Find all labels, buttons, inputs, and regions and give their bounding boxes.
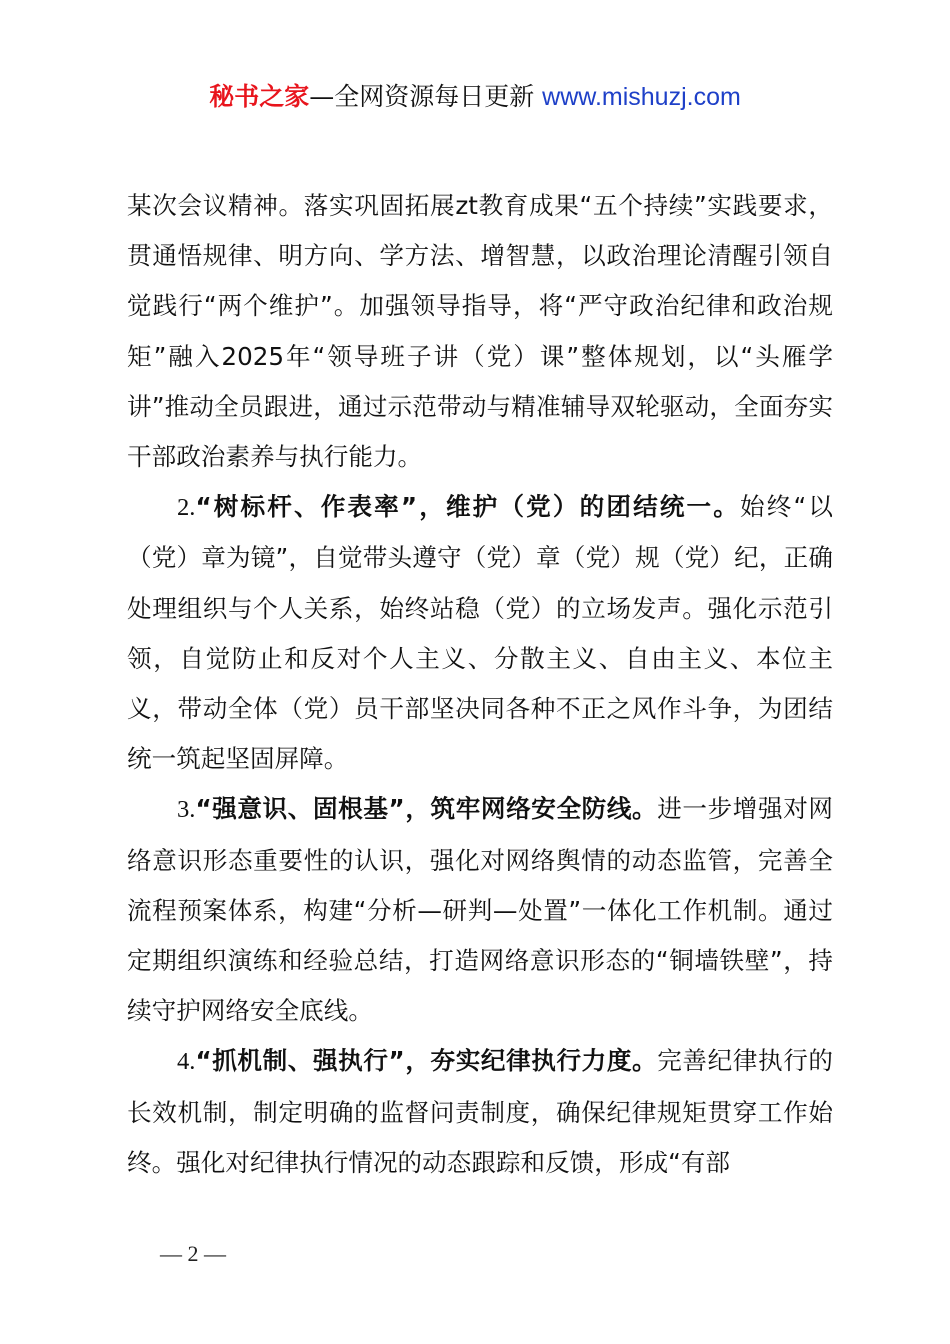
paragraph-4 — [127, 1036, 833, 1188]
paragraph-3-heading: “强意识、固根基”，筑牢网络安全防线。 — [195, 794, 658, 824]
paragraph-2-number: 2. — [177, 494, 196, 522]
paragraph-3-text: 进一步增强对网络意识形态重要性的认识，强化对网络舆情的动态监管，完善全流程预案体系，构建“分析—研判—处置”一体化工作机制。通过定期组织演练和经验总结，打造网络意识形态的“铜墙铁壁”，持续守护网络安全底线。 — [127, 794, 833, 1026]
site-url[interactable]: www.mishuzj.com — [542, 83, 741, 111]
site-header — [0, 80, 950, 114]
paragraph-4-number: 4. — [177, 1048, 196, 1076]
paragraph-2 — [127, 482, 833, 784]
paragraph-1 — [127, 181, 833, 482]
site-tagline: —全网资源每日更新 — [309, 82, 543, 111]
page-number: — 2 — — [160, 1241, 226, 1266]
paragraph-2-heading: “树标杆、作表率”，维护（党）的团结统一。 — [195, 492, 741, 522]
paragraph-1-text: 某次会议精神。落实巩固拓展zt教育成果“五个持续”实践要求，贯通悟规律、明方向、学方法、增智慧，以政治理论清醒引领自觉践行“两个维护”。加强领导指导，将“严守政治纪律和政治规矩”融入2025年“领导班子讲（党）课”整体规划，以“头雁学讲”推动全员跟进，通过示范带动与精准辅导双轮驱动，全面夯实干部政治素养与执行能力。 — [127, 191, 833, 472]
paragraph-4-text: 完善纪律执行的长效机制，制定明确的监督问责制度，确保纪律规矩贯穿工作始终。强化对纪律执行情况的动态跟踪和反馈，形成“有部 — [127, 1046, 833, 1177]
paragraph-3-number: 3. — [177, 796, 196, 824]
document-body — [127, 181, 833, 1188]
site-brand: 秘书之家 — [209, 82, 310, 111]
paragraph-3 — [127, 784, 833, 1036]
paragraph-4-heading: “抓机制、强执行”，夯实纪律执行力度。 — [195, 1046, 658, 1076]
paragraph-2-text: 始终“以（党）章为镜”，自觉带头遵守（党）章（党）规（党）纪，正确处理组织与个人关系，始终站稳（党）的立场发声。强化示范引领，自觉防止和反对个人主义、分散主义、自由主义、本位主义，带动全体（党）员干部坚决同各种不正之风作斗争，为团结统一筑起坚固屏障。 — [127, 492, 833, 774]
